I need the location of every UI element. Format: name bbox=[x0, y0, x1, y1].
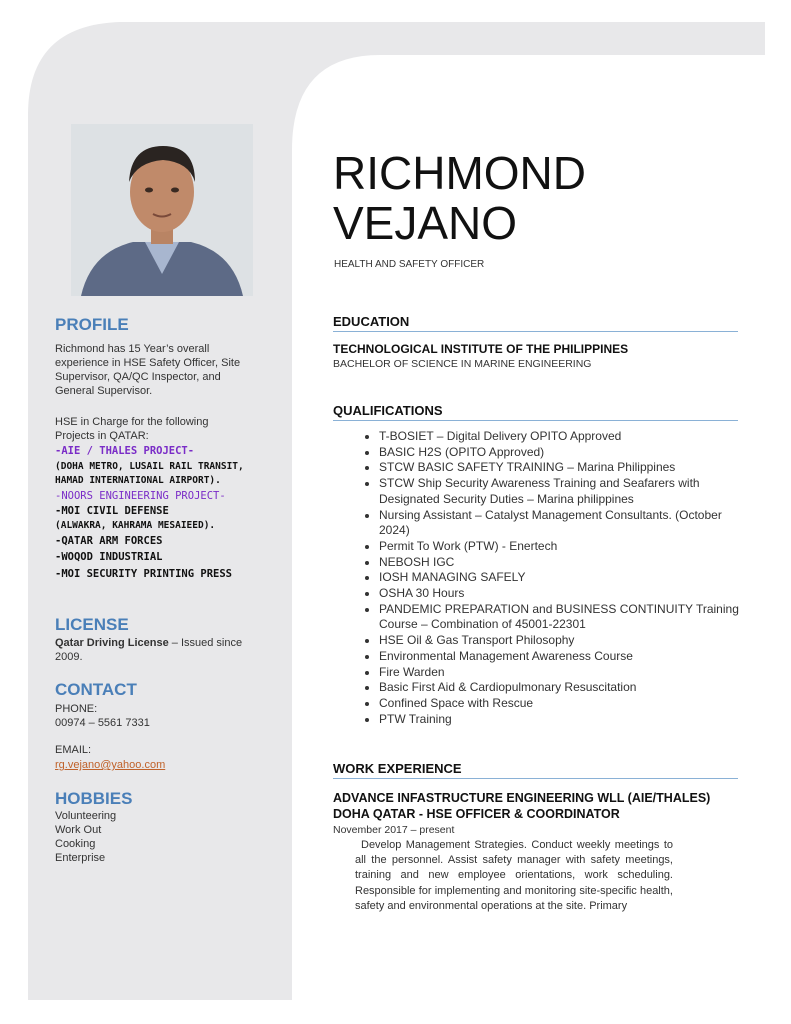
hobby-item: Cooking bbox=[55, 838, 96, 850]
profile-summary-line: General Supervisor. bbox=[55, 385, 153, 397]
phone-label: PHONE: bbox=[55, 703, 98, 715]
project-qatar-arm-forces: -QATAR ARM FORCES bbox=[55, 535, 163, 547]
person-portrait-icon bbox=[71, 124, 253, 296]
project-aie-thales: -AIE / THALES PROJECT- bbox=[55, 445, 195, 457]
employer-name: ADVANCE INFASTRUCTURE ENGINEERING WLL (AIE/THALES) bbox=[333, 791, 711, 805]
project-aie-detail: (DOHA METRO, LUSAIL RAIL TRANSIT, bbox=[55, 461, 244, 472]
name-line-last: VEJANO bbox=[333, 197, 518, 249]
qualifications-list bbox=[357, 429, 749, 727]
profile-summary-line: Supervisor, QA/QC Inspector, and bbox=[55, 371, 221, 383]
project-moi-civil-defense: -MOI CIVIL DEFENSE bbox=[55, 505, 169, 517]
job-role: DOHA QATAR - HSE OFFICER & COORDINATOR bbox=[333, 807, 620, 821]
hobby-item: Volunteering bbox=[55, 810, 117, 822]
profile-heading: PROFILE bbox=[55, 315, 129, 334]
qualification-item: • T-BOSIET – Digital Delivery OPITO Approved bbox=[379, 429, 749, 445]
hobby-item: Enterprise bbox=[55, 852, 106, 864]
job-description: Develop Management Strategies. Conduct weekly meetings to all the personnel. Assist safety manager with safety meetings, training and new employee orientations, work scheduling. Responsible for implementing and monitoring site-specific health, safety and environmental operations at the site. Primary bbox=[355, 839, 673, 912]
qualification-item: • STCW BASIC SAFETY TRAINING – Marina Philippines bbox=[379, 460, 749, 476]
phone-number: 00974 – 5561 7331 bbox=[55, 717, 150, 729]
license-name: Qatar Driving License bbox=[55, 637, 169, 649]
qualification-item: • OSHA 30 Hours bbox=[379, 586, 749, 602]
projects-intro-line: Projects in QATAR: bbox=[55, 430, 149, 442]
project-aie-detail: HAMAD INTERNATIONAL AIRPORT). bbox=[55, 475, 221, 486]
project-moi-detail: (ALWAKRA, KAHRAMA MESAIEED). bbox=[55, 520, 216, 531]
qualification-item: • STCW Ship Security Awareness Training and Seafarers with Designated Security Duties – Marina philippines bbox=[379, 476, 749, 507]
qualification-item: • Fire Warden bbox=[379, 665, 749, 681]
qualification-item: • Environmental Management Awareness Course bbox=[379, 649, 749, 665]
education-institution: TECHNOLOGICAL INSTITUTE OF THE PHILIPPINES bbox=[333, 342, 629, 356]
job-title: HEALTH AND SAFETY OFFICER bbox=[334, 259, 485, 270]
work-experience-heading: WORK EXPERIENCE bbox=[333, 761, 462, 776]
candidate-name bbox=[333, 148, 586, 248]
profile-photo bbox=[71, 124, 253, 296]
qualification-item: • Permit To Work (PTW) - Enertech bbox=[379, 539, 749, 555]
project-noors: -NOORS ENGINEERING PROJECT- bbox=[55, 490, 226, 502]
license-text bbox=[55, 636, 242, 664]
education-degree: BACHELOR OF SCIENCE IN MARINE ENGINEERING bbox=[333, 358, 592, 370]
project-woqod: -WOQOD INDUSTRIAL bbox=[55, 551, 163, 563]
profile-summary-line: experience in HSE Safety Officer, Site bbox=[55, 357, 241, 369]
hobbies-heading: HOBBIES bbox=[55, 789, 133, 808]
project-moi-security: -MOI SECURITY PRINTING PRESS bbox=[55, 568, 233, 580]
qualification-item: • Basic First Aid & Cardiopulmonary Resuscitation bbox=[379, 680, 749, 696]
email-label: EMAIL: bbox=[55, 744, 92, 756]
qualifications-heading: QUALIFICATIONS bbox=[333, 403, 443, 418]
section-divider bbox=[333, 420, 738, 421]
qualification-item: • HSE Oil & Gas Transport Philosophy bbox=[379, 633, 749, 649]
qualification-item: • Confined Space with Rescue bbox=[379, 696, 749, 712]
qualification-item: • BASIC H2S (OPITO Approved) bbox=[379, 445, 749, 461]
qualification-item: • Nursing Assistant – Catalyst Management Consultants. (October 2024) bbox=[379, 508, 749, 539]
email-link[interactable]: rg.vejano@yahoo.com bbox=[55, 759, 166, 771]
license-issued: – Issued since bbox=[168, 637, 243, 649]
profile-summary bbox=[55, 342, 240, 398]
hobbies-list bbox=[55, 809, 116, 865]
education-heading: EDUCATION bbox=[333, 314, 410, 329]
qualification-item: • PTW Training bbox=[379, 712, 749, 728]
name-line-first: RICHMOND bbox=[333, 147, 586, 199]
projects-intro bbox=[55, 415, 208, 443]
license-year: 2009. bbox=[55, 651, 83, 663]
section-divider bbox=[333, 331, 738, 332]
section-divider bbox=[333, 778, 738, 779]
qualification-item: • NEBOSH IGC bbox=[379, 555, 749, 571]
contact-heading: CONTACT bbox=[55, 680, 137, 699]
projects-intro-line: HSE in Charge for the following bbox=[55, 416, 209, 428]
job-dates: November 2017 – present bbox=[333, 824, 455, 836]
qualification-item: • PANDEMIC PREPARATION and BUSINESS CONTINUITY Training Course – Combination of 45001-22301 bbox=[379, 602, 749, 633]
hobby-item: Work Out bbox=[55, 824, 102, 836]
qualification-item: • IOSH MANAGING SAFELY bbox=[379, 570, 749, 586]
license-heading: LICENSE bbox=[55, 615, 129, 634]
profile-summary-line: Richmond has 15 Year’s overall bbox=[55, 343, 210, 355]
